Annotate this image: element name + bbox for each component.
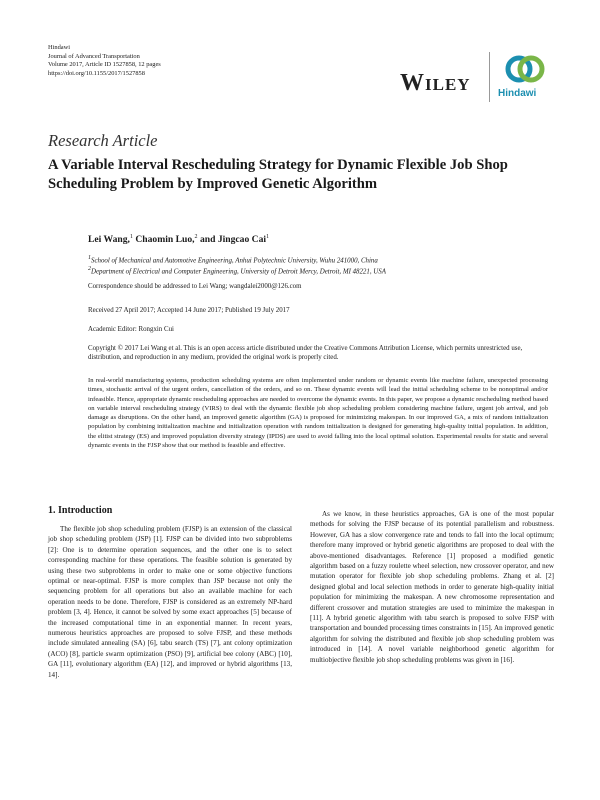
- wiley-logo: Wiley: [400, 70, 471, 96]
- author-name: Lei Wang,: [88, 234, 130, 246]
- section-heading: 1. Introduction: [48, 505, 113, 516]
- abstract: In real-world manufacturing systems, production scheduling systems are often implemented under random or dynamic events like machine failure, unexpected processing times, stochastic arrival of the urgent orders, cancellation of the orders, and so on. These dynamic events will lead the initial scheduling scheme to be nonoptimal and/or infeasible. Hence, appropriate dynamic rescheduling approaches are needed to overcome the dynamic events. In this paper, we propose a dynamic rescheduling method based on variable interval rescheduling strategy (VIRS) to deal with the dynamic flexible job shop scheduling problem considering machine failure, urgent job arrival, and job damage as disruptions. On the other hand, an improved genetic algorithm (GA) is proposed for minimizing makespan. In our improved GA, a mix of random initialization population by combining initialization machine and initialization operation with random initialization is designed for generating high-quality initial population. In addition, the elitist strategy (ES) and improved population diversity strategy (IPDS) are used to avoid falling into the local optimal solution. Experimental results for static and several dynamic events in the FJSP show that our method is feasible and effective.: [88, 377, 548, 449]
- doi-link[interactable]: https://doi.org/10.1155/2017/1527858: [48, 69, 145, 77]
- author-name: and Jingcao Cai: [199, 234, 267, 246]
- body-column-left: The flexible job shop scheduling problem (FJSP) is an extension of the classical job shop scheduling problem (JSP) [1]. FJSP can be divided into two subproblems [2]: One is to determine operation sequences, and the other one is to select corresponding machine for these operations. The feasible solution is generated by using these two subproblems in order to make one or some objective functions optimal or near-optimal. FJSP is more complex than JSP because not only the sequencing problem for all operations but also an available machine for each operation needs to be done. Therefore, FJSP is considered as an extremely NP-hard problem [3, 4]. Hence, it cannot be solved by some exact approaches [5] because of the increased computational time in an exponential manner. In recent years, numerous heuristics approaches are proposed to solve FJSP, and these methods include simulated annealing (SA) [6], tabu search (TS) [7], ant colony optimization (ACO) [8], particle swarm optimization (PSO) [9], artificial bee colony (ABC) [10], GA [11], evolutionary algorithm (EA) [12], and improved or hybrid algorithms [13, 14].: [48, 525, 292, 679]
- author-list: [88, 234, 269, 245]
- body-column-right: As we know, in these heuristics approaches, GA is one of the most popular methods for solving the FJSP because of its potential parallelism and robustness. However, GA has a slow convergence rate and tends to fall into the local optimum; therefore many improved or hybrid genetic algorithms are proposed to deal with the above-mentioned disadvantages. Reference [1] proposed a modified genetic algorithm based on a fuzzy roulette wheel selection, new crossover operator, and new mutation operator for flexible job shop scheduling problems. Zhang et al. [2] designed global and local selection methods in order to generate high-quality initial population for minimizing the makespan. A new chromosome representation and different crossover and mutation strategies are used to minimize the makespan in [11]. A hybrid genetic algorithm with tabu search is proposed to solve FJSP with transportation and bounded processing times constraints in [15]. An improved genetic algorithm for solving the distributed and flexible job shop scheduling problem was introduced in [14]. A novel variable neighborhood genetic algorithm for multiobjective flexible job shop scheduling problems was given in [16].: [310, 510, 554, 664]
- hindawi-logo-icon: [503, 52, 547, 86]
- journal-name: Journal of Advanced Transportation: [48, 52, 140, 60]
- hindawi-logo-text: Hindawi: [498, 88, 537, 99]
- affiliation-item: $^1$School of Mechanical and Automotive Engineering, Anhui Polytechnic University, Wuhu 241000, China: [88, 255, 378, 265]
- journal-header: [48, 44, 161, 78]
- volume-line: Volume 2017, Article ID 1527858, 12 pages: [48, 61, 161, 69]
- copyright-notice: Copyright © 2017 Lei Wang et al. This is an open access article distributed under the Creative Commons Attribution License, which permits unrestricted use, distribution, and reproduction in any medium, provided the original work is properly cited.: [88, 345, 523, 361]
- affiliation-mark: 1: [88, 255, 91, 261]
- author-affiliation-mark: 2: [194, 234, 198, 240]
- publication-dates: Received 27 April 2017; Accepted 14 June 2017; Published 19 July 2017: [88, 307, 290, 314]
- academic-editor: Academic Editor: Rongxin Cui: [88, 326, 174, 333]
- paper-title: A Variable Interval Rescheduling Strategy for Dynamic Flexible Job Shop Scheduling Problem by Improved Genetic Algorithm: [48, 157, 508, 192]
- author-name: Chaomin Luo,: [135, 234, 195, 246]
- publisher-name: Hindawi: [48, 44, 71, 51]
- logo-divider: [489, 52, 490, 102]
- article-type: Research Article: [48, 131, 158, 150]
- affiliations: [88, 254, 548, 277]
- author-affiliation-mark: 1: [129, 234, 133, 240]
- author-affiliation-mark: 1: [266, 234, 270, 240]
- affiliation-item: $^2$Department of Electrical and Computer Engineering, University of Detroit Mercy, Detroit, MI 48221, USA: [88, 266, 386, 276]
- affiliation-mark: 2: [88, 266, 91, 273]
- correspondence: Correspondence should be addressed to Lei Wang; wangdalei2000@126.com: [88, 283, 302, 290]
